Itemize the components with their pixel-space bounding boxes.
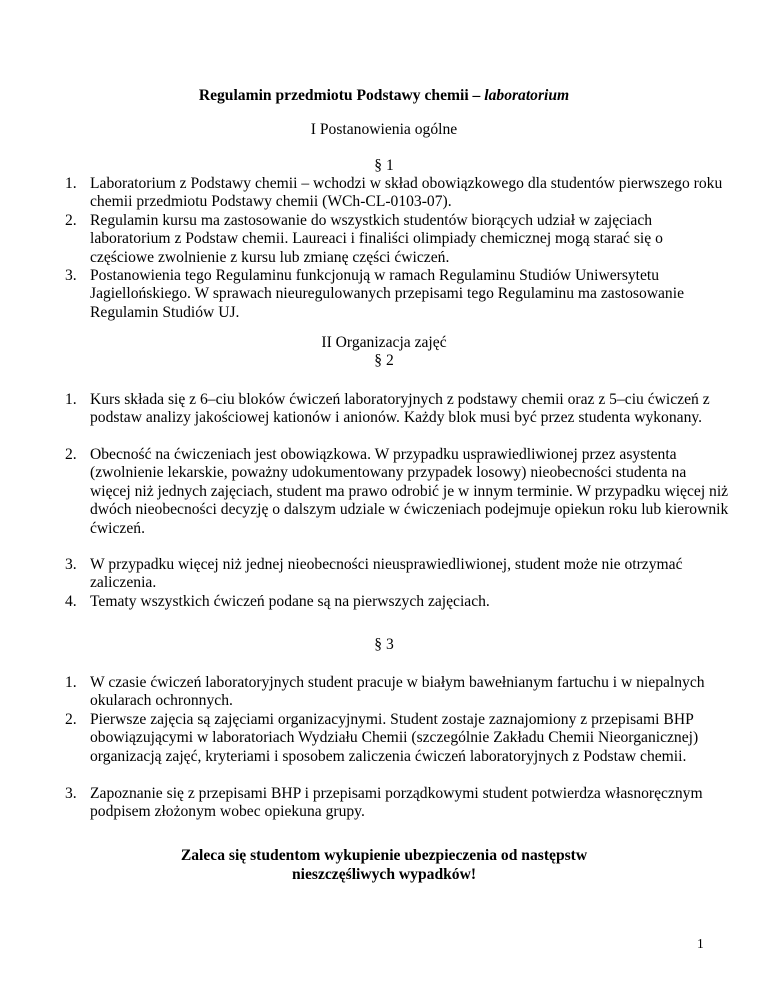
list-item: [65, 674, 730, 711]
list-text: W przypadku więcej niż jednej nieobecności nieusprawiedliwionej, student może nie otrzymać zaliczenia.: [90, 556, 683, 592]
list-item: [65, 212, 730, 267]
paragraph-mark-2: § 2: [374, 352, 394, 369]
list-number: 3.: [65, 785, 77, 802]
list-item: [65, 785, 730, 822]
paragraph-mark-1: § 1: [374, 157, 394, 174]
document-title: [0, 87, 768, 105]
list-text: W czasie ćwiczeń laboratoryjnych student pracuje w białym bawełnianym fartuchu i w niepalnych okularach ochronnych.: [90, 674, 705, 710]
paragraph-mark-3: § 3: [374, 636, 394, 653]
list-text: Obecność na ćwiczeniach jest obowiązkowa. W przypadku usprawiedliwionej przez asystenta (zwolnienie lekarskie, poważny udokumentowany przypadek losowy) nieobecności studenta na więcej niż jednych zajęciach, student ma prawo odrobić je w innym terminie. W przypadku więcej niż dwóch nieobecności decyzję o dalszym udziale w ćwiczeniach podejmuje opiekun roku lub kierownik ćwiczeń.: [90, 446, 729, 537]
notice-line-2: nieszczęśliwych wypadków!: [291, 866, 477, 883]
list-text: Laboratorium z Podstawy chemii – wchodzi w skład obowiązkowego dla studentów pierwszego roku chemii przedmiotu Podstawy chemii (WCh-CL-0103-07).: [90, 175, 723, 211]
title-italic: laboratorium: [484, 87, 570, 104]
section-2-list: [65, 391, 730, 612]
list-number: 3.: [65, 556, 77, 573]
list-item: [65, 391, 730, 446]
list-text: Tematy wszystkich ćwiczeń podane są na pierwszych zajęciach.: [90, 593, 490, 610]
list-text: Postanowienia tego Regulaminu funkcjonują w ramach Regulaminu Studiów Uniwersytetu Jagiellońskiego. W sprawach nieuregulowanych przepisami tego Regulaminu ma zastosowanie Regulamin Studiów UJ.: [90, 267, 684, 321]
section-3-list: [65, 674, 730, 822]
list-number: 1.: [65, 175, 77, 192]
list-item: [65, 267, 730, 322]
list-text: Kurs składa się z 6–ciu bloków ćwiczeń laboratoryjnych z podstawy chemii oraz z 5–ciu ćwiczeń z podstaw analizy jakościowej kationów i anionów. Każdy blok musi być przez studenta wykonany.: [90, 391, 710, 427]
list-number: 3.: [65, 267, 77, 284]
section-1-list: [65, 175, 730, 322]
insurance-notice: [0, 846, 768, 884]
list-item: [65, 556, 730, 593]
title-main: Regulamin przedmiotu Podstawy chemii –: [198, 87, 485, 104]
list-item: [65, 446, 730, 556]
list-number: 2.: [65, 446, 77, 463]
list-number: 2.: [65, 212, 77, 229]
list-text: Pierwsze zajęcia są zajęciami organizacyjnymi. Student zostaje zaznajomiony z przepisami BHP obowiązującymi w laboratoriach Wydziału Chemii (szczególnie Zakładu Chemii Nieorganicznej) organizacją zajęć, kryteriami i sposobem zaliczenia ćwiczeń laboratoryjnych z Podstaw chemii.: [90, 711, 699, 765]
list-text: Zapoznanie się z przepisami BHP i przepisami porządkowymi student potwierdza własnoręcznym podpisem złożonym wobec opiekuna grupy.: [90, 785, 703, 821]
list-number: 2.: [65, 711, 77, 728]
notice-line-1: Zaleca się studentom wykupienie ubezpieczenia od następstw: [180, 847, 588, 864]
list-number: 1.: [65, 674, 77, 691]
list-item: [65, 593, 730, 612]
list-item: [65, 175, 730, 212]
page-number: 1: [697, 936, 704, 951]
section-heading-2: II Organizacja zajęć: [321, 334, 447, 351]
list-text: Regulamin kursu ma zastosowanie do wszystkich studentów biorących udział w zajęciach laboratorium z Podstaw chemii. Laureaci i finaliści olimpiady chemicznej mogą starać się o częściowe zwolnienie z kursu lub zmianę części ćwiczeń.: [90, 212, 663, 266]
section-heading-1: I Postanowienia ogólne: [310, 121, 458, 138]
list-item: [65, 711, 730, 785]
list-number: 1.: [65, 391, 77, 408]
list-number: 4.: [65, 593, 77, 610]
